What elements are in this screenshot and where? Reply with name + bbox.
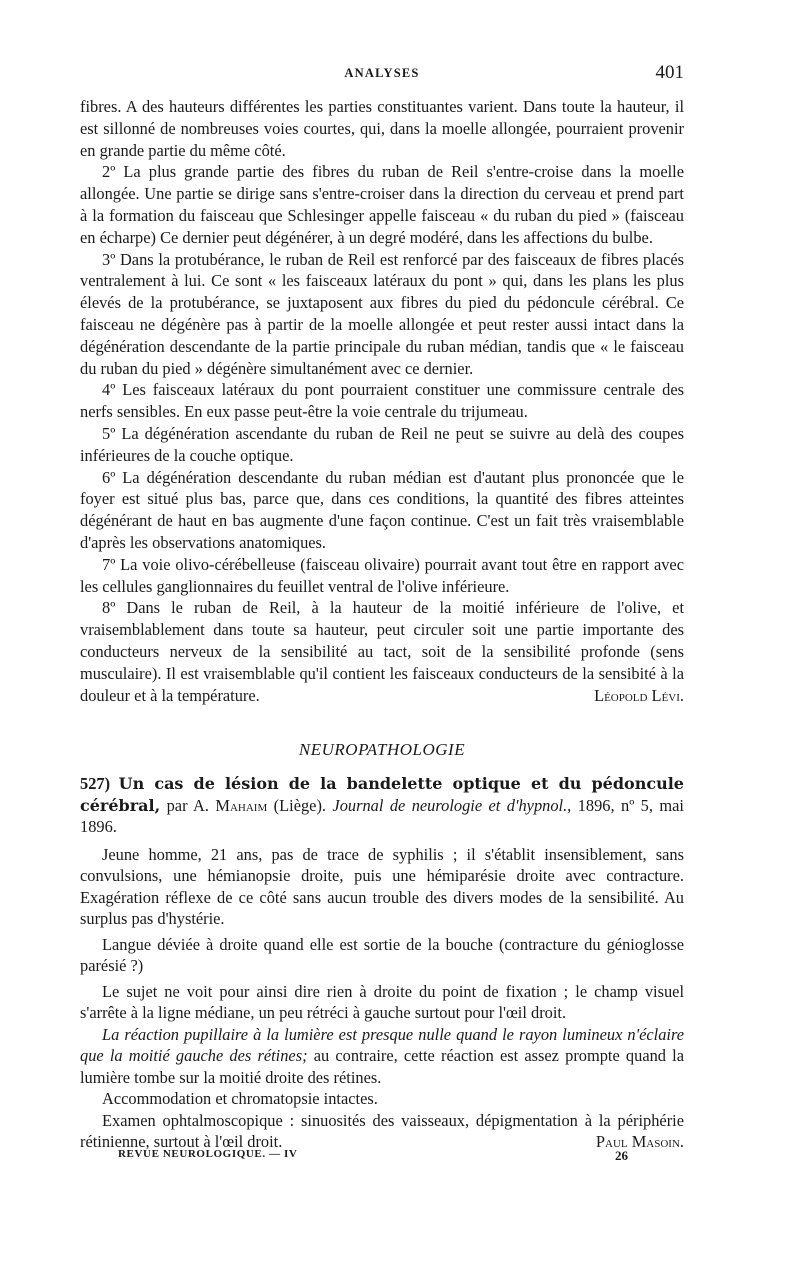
continued-article [80, 96, 684, 706]
article-paragraph-4-rest: au contraire, cette réaction est assez prompte quand la lumière tombe sur la moitié droite des rétines. [80, 1046, 684, 1087]
paragraph-point-2: 2º La plus grande partie des fibres du ruban de Reil s'entre-croise dans la moelle allongée. Une partie se dirige sans s'entre-croiser dans la direction du cerveau et prend part à la formation du faisceau que Schlesinger appelle faisceau « du ruban du pied » (faisceau en écharpe) Ce dernier peut dégénérer, à un degré modéré, dans les affections du bulbe. [80, 162, 684, 247]
paragraph-point-6: 6º La dégénération descendante du ruban médian est d'autant plus prononcée que le foyer est situé plus bas, parce que, dans ces conditions, la quantité des fibres atteintes dégénérant de haut en bas augmente d'une façon continue. C'est un fait très vraisemblable d'après les observations anatomiques. [80, 467, 684, 552]
article-paragraph-2: Langue déviée à droite quand elle est sortie de la bouche (contracture du génioglosse parésié ?) [80, 934, 684, 975]
running-head [80, 62, 684, 88]
paragraph-point-8 [80, 597, 684, 706]
signature-levi: Léopold Lévi. [594, 685, 684, 705]
article-paragraph-5: Accommodation et chromatopsie intactes. [102, 1089, 378, 1108]
article-paragraph-1: Jeune homme, 21 ans, pas de trace de syphilis ; il s'établit insensiblement, sans convulsions, une hémianopsie droite, puis une hémiparésie droite avec contracture. Exagération réflexe de ce côté sans aucun trouble des divers modes de la sensibilité. Au surplus pas d'hystérie. [80, 844, 684, 928]
article-title: Un cas de lésion de la bandelette optique et du pédoncule cérébral, [80, 774, 684, 815]
paragraph-point-4: 4º Les faisceaux latéraux du pont pourraient constituer une commissure centrale des nerfs sensibles. En eux passe peut-être la voie centrale du trijumeau. [80, 380, 684, 422]
article-author: Mahaim [215, 795, 268, 815]
paragraph-point-8-text: 8º Dans le ruban de Reil, à la hauteur de la moitié inférieure de l'olive, et vraisemblablement dans toute sa hauteur, peut circuler soit une partie importante des conducteurs nerveux de la sensibilité au tact, soit de la sensibilité profonde (sens musculaire). Il est vraisemblable qu'il contient les faisceaux conducteurs de la sensibité à la douleur et à la température. [80, 598, 684, 705]
article-number: 527) [80, 774, 111, 793]
article-place: (Liège). [273, 795, 326, 815]
article-paragraph-4-italic: La réaction pupillaire à la lumière est presque nulle quand le rayon lumineux n'éclaire que la moitié gauche des rétines; [80, 1024, 684, 1065]
running-title: ANALYSES [344, 66, 420, 80]
paragraph-point-5: 5º La dégénération ascendante du ruban de Reil ne peut se suivre au delà des coupes inférieures de la couche optique. [80, 423, 684, 465]
signature-masoin: Paul Masoin. [595, 1132, 684, 1151]
article-by: par A. [166, 795, 209, 815]
paragraph-continued: fibres. A des hauteurs différentes les parties constituantes varient. Dans toute la hauteur, il est sillonné de nombreuses voies courtes, qui, dans la moelle allongée, pourraient provenir en grande partie du même côté. [80, 97, 684, 160]
paragraph-point-3: 3º Dans la protubérance, le ruban de Reil est renforcé par des faisceaux de fibres placés ventralement à lui. Ce sont « les faisceaux latéraux du pont » qui, dans les plans les plus élevés de la protubérance, se juxtaposent aux fibres du pied du pédoncule cérébral. Ce faisceau ne dégénère pas à partir de la moelle allongée et peut rester aussi intact dans la dégénération descendante de la partie principale du ruban médian, tandis que « le faisceau du ruban du pied » dégénère simultanément avec ce dernier. [80, 249, 684, 378]
article-paragraph-6 [80, 1110, 684, 1153]
page-footer [118, 1148, 628, 1168]
article-paragraph-4 [80, 1024, 684, 1089]
article-paragraph-3: Le sujet ne voit pour ainsi dire rien à droite du point de fixation ; le champ visuel s'arrête à la ligne médiane, un peu rétréci à gauche surtout pour l'œil droit. [80, 981, 684, 1022]
article-527 [80, 773, 684, 1153]
article-heading [80, 773, 684, 838]
footer-journal: REVUE NEUROLOGIQUE. — IV [118, 1148, 298, 1160]
section-title: NEUROPATHOLOGIE [298, 740, 466, 759]
article-paragraph-6-text: Examen ophtalmoscopique : sinuosités des vaisseaux, dépigmentation à la périphérie rétinienne, surtout à l'œil droit. [80, 1110, 684, 1151]
footer-sheet-number: 26 [615, 1148, 628, 1163]
article-journal: Journal de neurologie et d'hypnol., [332, 795, 572, 815]
page-number: 401 [655, 62, 684, 83]
paragraph-point-7: 7º La voie olivo-cérébelleuse (faisceau olivaire) pourrait avant tout être en rapport avec les cellules ganglionnaires du feuillet ventral de l'olive inférieure. [80, 554, 684, 596]
article-reference: 1896, nº 5, mai 1896. [80, 795, 684, 836]
